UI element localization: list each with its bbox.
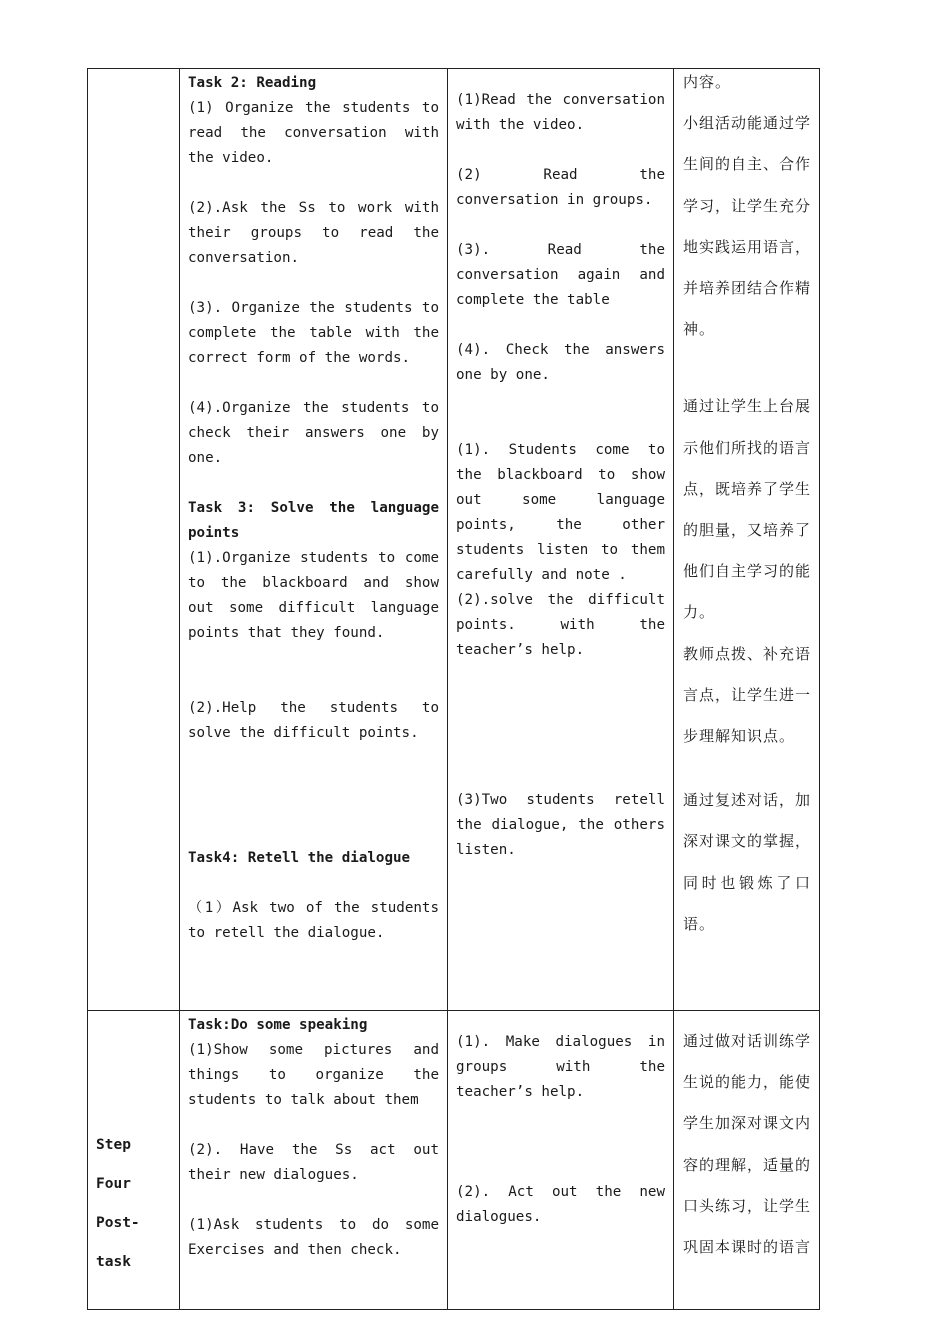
purpose-text: 内容。 bbox=[683, 73, 732, 91]
student-item: (2). Act out the new dialogues. bbox=[456, 1184, 665, 1225]
student-item: (1). Make dialogues in groups with the teacher’s help. bbox=[456, 1034, 665, 1100]
student-activities-cell bbox=[448, 1011, 674, 1310]
step-cell bbox=[88, 69, 180, 1011]
purpose-text: 小组活动能通过学生间的自主、合作学习，让学生充分地实践运用语言，并培养团结合作精神。 bbox=[683, 114, 812, 339]
purpose-text: 通过做对话训练学生说的能力，能使学生加深对课文内容的理解，适量的口头练习，让学生巩固本课时的语言 bbox=[683, 1032, 812, 1257]
student-item: (3). Read the conversation again and complete the table bbox=[456, 242, 665, 308]
activity-item: (1).Organize students to come to the blackboard and show out some difficult language points that they found. bbox=[188, 550, 439, 641]
table-row bbox=[88, 69, 820, 1011]
lesson-plan-table bbox=[87, 68, 820, 1310]
purpose-text: 通过复述对话，加深对课文的掌握，同时也锻炼了口语。 bbox=[683, 791, 812, 933]
activity-item: (1)Ask students to do some Exercises and then check. bbox=[188, 1217, 439, 1258]
task-title: Task:Do some speaking bbox=[188, 1017, 368, 1033]
teacher-activities-cell bbox=[180, 1011, 448, 1310]
table-row bbox=[88, 1011, 820, 1310]
student-activities-cell bbox=[448, 69, 674, 1011]
student-item: (3)Two students retell the dialogue, the others listen. bbox=[456, 792, 665, 858]
purpose-cell bbox=[674, 1011, 820, 1310]
student-item: (2).solve the difficult points. with the teacher’s help. bbox=[456, 592, 665, 658]
task-title: Task 3: Solve the language points bbox=[188, 500, 439, 541]
step-label: Four bbox=[96, 1176, 131, 1192]
student-item: (1)Read the conversation with the video. bbox=[456, 92, 665, 133]
purpose-text: 教师点拨、补充语言点，让学生进一步理解知识点。 bbox=[683, 644, 812, 746]
activity-item: (1)Show some pictures and things to organize the students to talk about them bbox=[188, 1042, 439, 1108]
student-item: (4). Check the answers one by one. bbox=[456, 342, 665, 383]
student-item: (1). Students come to the blackboard to show out some language points, the other students listen to them carefully and note . bbox=[456, 442, 665, 583]
purpose-text: 通过让学生上台展示他们所找的语言点，既培养了学生的胆量，又培养了他们自主学习的能力。 bbox=[683, 397, 812, 622]
activity-item: (2). Have the Ss act out their new dialogues. bbox=[188, 1142, 439, 1183]
activity-item: (4).Organize the students to check their answers one by one. bbox=[188, 400, 439, 466]
activity-item: （1）Ask two of the students to retell the dialogue. bbox=[188, 900, 439, 941]
activity-item: (2).Ask the Ss to work with their groups to read the conversation. bbox=[188, 200, 439, 266]
step-label: task bbox=[96, 1254, 131, 1270]
activity-item: (3). Organize the students to complete the table with the correct form of the words. bbox=[188, 300, 439, 366]
activity-item: (1) Organize the students to read the conversation with the video. bbox=[188, 100, 439, 166]
student-item: (2) Read the conversation in groups. bbox=[456, 167, 665, 208]
step-label: Post- bbox=[96, 1215, 140, 1231]
teacher-activities-cell bbox=[180, 69, 448, 1011]
task-title: Task 2: Reading bbox=[188, 75, 317, 91]
step-cell bbox=[88, 1011, 180, 1310]
step-label: Step bbox=[96, 1137, 131, 1153]
activity-item: (2).Help the students to solve the difficult points. bbox=[188, 700, 439, 741]
task-title: Task4: Retell the dialogue bbox=[188, 850, 411, 866]
purpose-cell bbox=[674, 69, 820, 1011]
